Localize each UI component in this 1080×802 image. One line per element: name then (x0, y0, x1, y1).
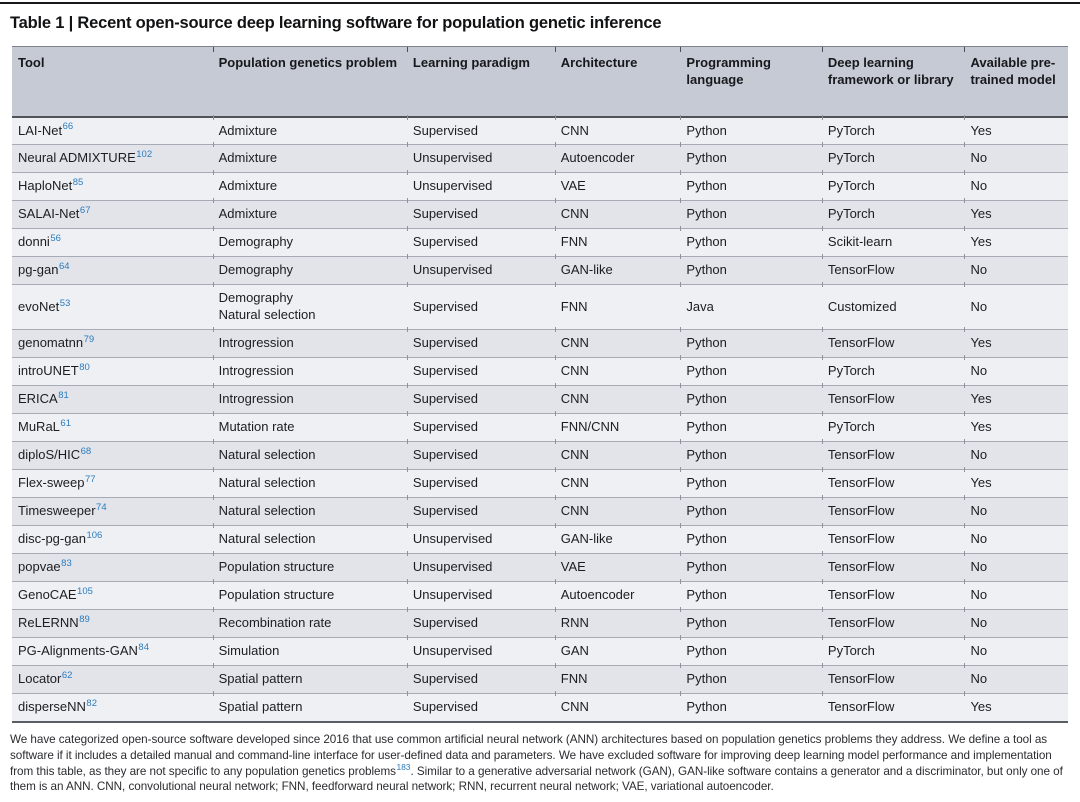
architecture-cell: CNN (555, 470, 681, 498)
pretrained-cell: Yes (964, 201, 1068, 229)
pretrained-cell: Yes (964, 414, 1068, 442)
framework-cell: TensorFlow (822, 386, 965, 414)
language-cell: Python (680, 117, 822, 145)
table-row (12, 442, 1068, 470)
table-row (12, 117, 1068, 145)
problem-cell: Spatial pattern (213, 694, 407, 722)
tool-cell (12, 330, 213, 358)
citation-ref[interactable]: 183 (396, 761, 411, 772)
pretrained-cell: Yes (964, 694, 1068, 722)
framework-cell: TensorFlow (822, 610, 965, 638)
pretrained-cell: No (964, 358, 1068, 386)
table-body (12, 117, 1068, 723)
citation-ref[interactable]: 79 (83, 333, 95, 345)
tool-cell (12, 610, 213, 638)
paradigm-cell: Supervised (407, 229, 555, 257)
paradigm-cell: Supervised (407, 414, 555, 442)
paradigm-cell: Supervised (407, 285, 555, 330)
framework-cell: TensorFlow (822, 442, 965, 470)
problem-cell: Demography Natural selection (213, 285, 407, 330)
table-row (12, 330, 1068, 358)
pretrained-cell: No (964, 554, 1068, 582)
citation-ref[interactable]: 74 (96, 501, 107, 513)
tool-cell (12, 145, 213, 173)
pretrained-cell: No (964, 257, 1068, 285)
column-header-framework: Deep learning framework or library (822, 47, 965, 117)
framework-cell: PyTorch (822, 145, 965, 173)
problem-cell: Natural selection (213, 498, 407, 526)
citation-ref[interactable]: 105 (77, 585, 93, 597)
tool-name: PG-Alignments-GAN (18, 643, 138, 659)
citation-ref[interactable]: 102 (136, 149, 153, 161)
table-row (12, 498, 1068, 526)
framework-cell: TensorFlow (822, 666, 965, 694)
pretrained-cell: Yes (964, 470, 1068, 498)
citation-ref[interactable]: 77 (84, 473, 96, 485)
citation-ref[interactable]: 80 (79, 361, 90, 373)
pretrained-cell: No (964, 285, 1068, 330)
paradigm-cell: Unsupervised (407, 257, 555, 285)
table-row (12, 386, 1068, 414)
architecture-cell: GAN-like (555, 526, 681, 554)
architecture-cell: Autoencoder (555, 582, 681, 610)
citation-ref[interactable]: 85 (72, 177, 84, 189)
framework-cell: TensorFlow (822, 330, 965, 358)
framework-cell: TensorFlow (822, 257, 965, 285)
problem-cell: Introgression (213, 330, 407, 358)
pretrained-cell: Yes (964, 330, 1068, 358)
paradigm-cell: Unsupervised (407, 554, 555, 582)
pretrained-cell: No (964, 498, 1068, 526)
paradigm-cell: Unsupervised (407, 638, 555, 666)
tool-name: disc-pg-gan (18, 531, 86, 547)
top-rule (0, 2, 1080, 4)
paradigm-cell: Supervised (407, 330, 555, 358)
language-cell: Python (680, 498, 822, 526)
framework-cell: TensorFlow (822, 554, 965, 582)
language-cell: Python (680, 582, 822, 610)
pretrained-cell: No (964, 526, 1068, 554)
tool-cell (12, 229, 213, 257)
problem-cell: Population structure (213, 554, 407, 582)
paradigm-cell: Supervised (407, 386, 555, 414)
problem-cell: Demography (213, 257, 407, 285)
language-cell: Java (680, 285, 822, 330)
framework-cell: Customized (822, 285, 965, 330)
citation-ref[interactable]: 53 (59, 297, 71, 309)
problem-cell: Natural selection (213, 470, 407, 498)
problem-cell: Admixture (213, 117, 407, 145)
language-cell: Python (680, 610, 822, 638)
table-row (12, 610, 1068, 638)
column-header-tool: Tool (12, 47, 213, 117)
table-row (12, 285, 1068, 330)
citation-ref[interactable]: 84 (138, 641, 149, 653)
tool-cell (12, 414, 213, 442)
framework-cell: TensorFlow (822, 526, 965, 554)
framework-cell: PyTorch (822, 358, 965, 386)
column-header-language: Programming language (680, 47, 822, 117)
table-row (12, 229, 1068, 257)
tool-name: Timesweeper (18, 503, 96, 519)
framework-cell: PyTorch (822, 117, 965, 145)
tool-cell (12, 554, 213, 582)
tool-cell (12, 386, 213, 414)
problem-cell: Introgression (213, 386, 407, 414)
architecture-cell: FNN (555, 285, 681, 330)
table-row (12, 173, 1068, 201)
tool-name: ERICA (18, 391, 58, 407)
problem-cell: Natural selection (213, 442, 407, 470)
citation-ref[interactable]: 61 (60, 417, 71, 429)
language-cell: Python (680, 442, 822, 470)
table-container (12, 46, 1068, 723)
paradigm-cell: Supervised (407, 201, 555, 229)
problem-cell: Spatial pattern (213, 666, 407, 694)
paradigm-cell: Supervised (407, 666, 555, 694)
framework-cell: PyTorch (822, 638, 965, 666)
architecture-cell: CNN (555, 498, 681, 526)
problem-cell: Admixture (213, 173, 407, 201)
framework-cell: Scikit-learn (822, 229, 965, 257)
tool-name: evoNet (18, 298, 60, 314)
architecture-cell: GAN-like (555, 257, 681, 285)
paradigm-cell: Supervised (407, 610, 555, 638)
architecture-cell: FNN (555, 666, 681, 694)
language-cell: Python (680, 386, 822, 414)
paradigm-cell: Supervised (407, 358, 555, 386)
tool-cell (12, 498, 213, 526)
architecture-cell: FNN/CNN (555, 414, 681, 442)
tool-name: GenoCAE (18, 587, 77, 603)
tool-cell (12, 442, 213, 470)
problem-cell: Recombination rate (213, 610, 407, 638)
tool-name: ReLERNN (18, 615, 79, 631)
pretrained-cell: Yes (964, 117, 1068, 145)
tool-cell (12, 285, 213, 330)
language-cell: Python (680, 554, 822, 582)
citation-ref[interactable]: 67 (79, 205, 91, 217)
tool-name: popvae (18, 559, 61, 575)
pretrained-cell: No (964, 610, 1068, 638)
table-footnote (10, 732, 1070, 795)
table-row (12, 638, 1068, 666)
pretrained-cell: No (964, 666, 1068, 694)
table-row (12, 666, 1068, 694)
table-row (12, 257, 1068, 285)
architecture-cell: CNN (555, 358, 681, 386)
tool-name: genomatnn (18, 335, 84, 351)
table-row (12, 145, 1068, 173)
language-cell: Python (680, 470, 822, 498)
tool-cell (12, 470, 213, 498)
tool-cell (12, 173, 213, 201)
language-cell: Python (680, 694, 822, 722)
tool-name: HaploNet (18, 178, 73, 194)
paradigm-cell: Unsupervised (407, 173, 555, 201)
language-cell: Python (680, 414, 822, 442)
tool-cell (12, 526, 213, 554)
language-cell: Python (680, 638, 822, 666)
tool-cell (12, 666, 213, 694)
architecture-cell: FNN (555, 229, 681, 257)
tool-name: donni (18, 234, 50, 250)
language-cell: Python (680, 145, 822, 173)
problem-cell: Admixture (213, 145, 407, 173)
language-cell: Python (680, 229, 822, 257)
pretrained-cell: No (964, 173, 1068, 201)
tool-cell (12, 358, 213, 386)
table-row (12, 694, 1068, 722)
table-row (12, 582, 1068, 610)
table-row (12, 414, 1068, 442)
paradigm-cell: Supervised (407, 470, 555, 498)
language-cell: Python (680, 173, 822, 201)
software-table (12, 46, 1068, 723)
tool-cell (12, 257, 213, 285)
column-header-architecture: Architecture (555, 47, 681, 117)
citation-ref[interactable]: 56 (50, 233, 61, 245)
pretrained-cell: No (964, 638, 1068, 666)
problem-cell: Natural selection (213, 526, 407, 554)
framework-cell: TensorFlow (822, 470, 965, 498)
column-header-problem: Population genetics problem (213, 47, 407, 117)
tool-cell (12, 582, 213, 610)
pretrained-cell: No (964, 145, 1068, 173)
tool-name: SALAI-Net (18, 206, 80, 222)
architecture-cell: Autoencoder (555, 145, 681, 173)
problem-cell: Mutation rate (213, 414, 407, 442)
tool-cell (12, 638, 213, 666)
paradigm-cell: Unsupervised (407, 526, 555, 554)
column-header-pretrained: Available pre-trained model (964, 47, 1068, 117)
language-cell: Python (680, 257, 822, 285)
tool-name: disperseNN (18, 699, 86, 715)
framework-cell: TensorFlow (822, 498, 965, 526)
citation-ref[interactable]: 62 (61, 669, 73, 681)
table-header-row (12, 47, 1068, 117)
language-cell: Python (680, 201, 822, 229)
tool-cell (12, 694, 213, 722)
language-cell: Python (680, 330, 822, 358)
problem-cell: Demography (213, 229, 407, 257)
tool-name: Neural ADMIXTURE (18, 150, 136, 166)
problem-cell: Introgression (213, 358, 407, 386)
framework-cell: TensorFlow (822, 582, 965, 610)
problem-cell: Simulation (213, 638, 407, 666)
architecture-cell: RNN (555, 610, 681, 638)
architecture-cell: CNN (555, 386, 681, 414)
tool-cell (12, 117, 213, 145)
architecture-cell: GAN (555, 638, 681, 666)
problem-cell: Admixture (213, 201, 407, 229)
footnote-text-2: . Similar to a generative adversarial network (GAN), GAN-like software contains a generator and a discriminator, but only one of them is an ANN. CNN, convolutional neural network; FNN, feedforward neural network; RNN, recurrent neural network; VAE, variational autoencoder. (10, 764, 1063, 794)
citation-ref[interactable]: 82 (86, 697, 97, 709)
footnote-text-1: We have categorized open-source software developed since 2016 that use common artificial neural network (ANN) architectures based on population genetics problems they address. We define a tool as software if it includes a detailed manual and command-line interface for user-defined data and parameters. We have excluded software for improving deep learning model performance and implementation from this table, as they are not specific to any population genetics problems (10, 733, 1052, 778)
tool-cell (12, 201, 213, 229)
citation-ref[interactable]: 68 (80, 445, 92, 457)
framework-cell: PyTorch (822, 414, 965, 442)
problem-cell: Population structure (213, 582, 407, 610)
table-row (12, 358, 1068, 386)
architecture-cell: CNN (555, 201, 681, 229)
paradigm-cell: Unsupervised (407, 145, 555, 173)
tool-name: Flex-sweep (18, 475, 85, 491)
architecture-cell: VAE (555, 173, 681, 201)
table-row (12, 201, 1068, 229)
tool-name: introUNET (18, 363, 79, 379)
framework-cell: TensorFlow (822, 694, 965, 722)
framework-cell: PyTorch (822, 201, 965, 229)
architecture-cell: VAE (555, 554, 681, 582)
language-cell: Python (680, 526, 822, 554)
pretrained-cell: No (964, 442, 1068, 470)
framework-cell: PyTorch (822, 173, 965, 201)
architecture-cell: CNN (555, 117, 681, 145)
citation-ref[interactable]: 106 (86, 529, 103, 541)
architecture-cell: CNN (555, 694, 681, 722)
tool-name: diploS/HIC (18, 447, 81, 463)
pretrained-cell: No (964, 582, 1068, 610)
architecture-cell: CNN (555, 330, 681, 358)
pretrained-cell: Yes (964, 386, 1068, 414)
citation-ref[interactable]: 64 (58, 261, 70, 273)
citation-ref[interactable]: 89 (79, 613, 90, 625)
language-cell: Python (680, 358, 822, 386)
citation-ref[interactable]: 66 (62, 121, 74, 133)
architecture-cell: CNN (555, 442, 681, 470)
paradigm-cell: Supervised (407, 117, 555, 145)
paradigm-cell: Supervised (407, 442, 555, 470)
table-row (12, 470, 1068, 498)
tool-name: pg-gan (18, 262, 59, 278)
citation-ref[interactable]: 81 (58, 389, 69, 401)
table-title: Table 1 | Recent open-source deep learning software for population genetic inference (10, 14, 662, 32)
paradigm-cell: Unsupervised (407, 582, 555, 610)
paradigm-cell: Supervised (407, 694, 555, 722)
table-row (12, 526, 1068, 554)
tool-name: LAI-Net (18, 122, 63, 138)
tool-name: Locator (18, 671, 62, 687)
pretrained-cell: Yes (964, 229, 1068, 257)
citation-ref[interactable]: 83 (61, 557, 72, 569)
table-row (12, 554, 1068, 582)
language-cell: Python (680, 666, 822, 694)
paradigm-cell: Supervised (407, 498, 555, 526)
column-header-paradigm: Learning paradigm (407, 47, 555, 117)
tool-name: MuRaL (18, 419, 60, 435)
